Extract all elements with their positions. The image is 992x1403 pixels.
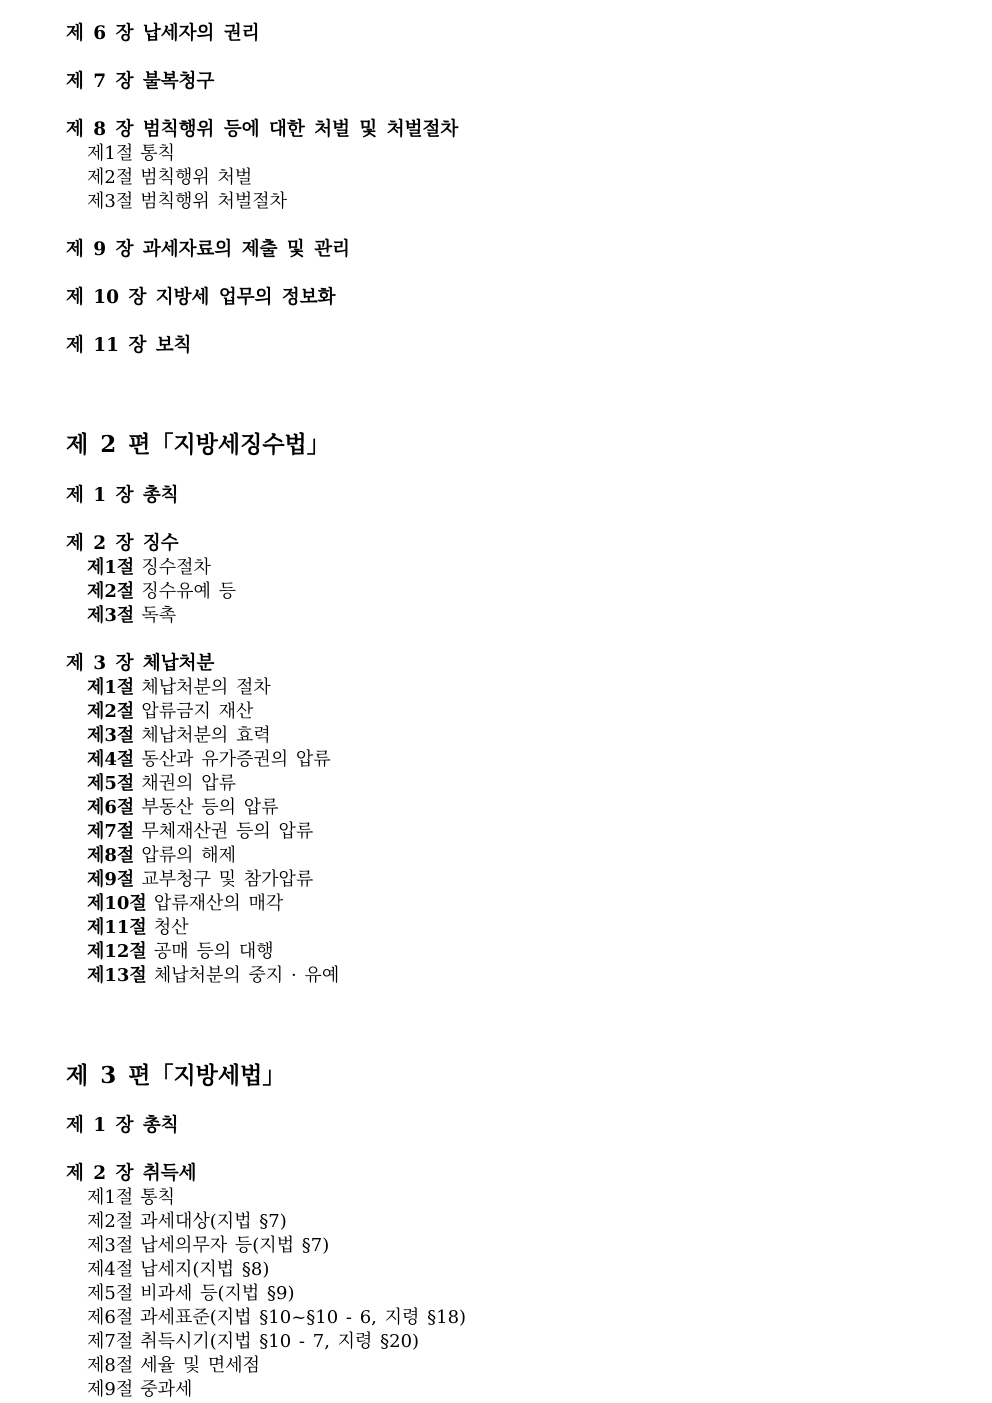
- section-line: [87, 844, 236, 868]
- chapter-heading: 제 6 장 납세자의 권리: [66, 23, 260, 44]
- section-number: 제7절: [87, 821, 135, 842]
- section-number: 제3절: [87, 191, 134, 212]
- section-line: [87, 820, 313, 844]
- section-title: 징수유예 등: [141, 581, 236, 602]
- chapter-heading: 제 2 장 징수: [66, 533, 179, 554]
- section-line: [87, 1354, 260, 1378]
- chapter-heading: 제 10 장 지방세 업무의 정보화: [66, 287, 336, 308]
- section-number: 제3절: [87, 1235, 134, 1256]
- section-number: 제13절: [87, 965, 147, 986]
- section-line: [87, 892, 283, 916]
- section-title: 체납처분의 절차: [141, 677, 271, 698]
- section-title: 부동산 등의 압류: [141, 797, 279, 818]
- chapter-heading: 제 1 장 총칙: [66, 485, 179, 506]
- section-number: 제2절: [87, 1211, 134, 1232]
- section-number: 제3절: [87, 605, 135, 626]
- section-number: 제4절: [87, 1259, 134, 1280]
- section-title: 채권의 압류: [141, 773, 236, 794]
- chapter-heading: 제 11 장 보칙: [66, 335, 192, 356]
- section-number: 제4절: [87, 749, 135, 770]
- section-line: [87, 556, 211, 580]
- section-title: 중과세: [140, 1379, 193, 1400]
- section-line: [87, 796, 278, 820]
- section-title: 압류재산의 매각: [153, 893, 284, 914]
- section-title: 통칙: [140, 143, 176, 164]
- section-title: 체납처분의 효력: [141, 725, 271, 746]
- section-number: 제6절: [87, 1307, 134, 1328]
- section-number: 제9절: [87, 869, 135, 890]
- section-line: [87, 916, 189, 940]
- chapter-heading: 제 9 장 과세자료의 제출 및 관리: [66, 239, 350, 260]
- section-line: [87, 868, 313, 892]
- chapter-heading: 제 7 장 불복청구: [66, 71, 215, 92]
- section-title: 체납처분의 중지 · 유예: [153, 965, 340, 986]
- section-title: 납세지(지법 §8): [140, 1259, 270, 1280]
- section-number: 제11절: [87, 917, 147, 938]
- section-line: [87, 580, 236, 604]
- section-number: 제2절: [87, 167, 134, 188]
- section-title: 압류금지 재산: [141, 701, 254, 722]
- section-number: 제3절: [87, 725, 135, 746]
- section-title: 취득시기(지법 §10 - 7, 지령 §20): [140, 1331, 420, 1352]
- section-number: 제8절: [87, 845, 135, 866]
- section-title: 과세표준(지법 §10~§10 - 6, 지령 §18): [140, 1307, 467, 1328]
- section-number: 제1절: [87, 557, 135, 578]
- section-line: [87, 166, 252, 190]
- section-number: 제8절: [87, 1355, 134, 1376]
- chapter-heading: 제 1 장 총칙: [66, 1115, 179, 1136]
- section-line: [87, 964, 339, 988]
- section-number: 제10절: [87, 893, 147, 914]
- section-number: 제1절: [87, 143, 134, 164]
- section-number: 제6절: [87, 797, 135, 818]
- chapter-heading: 제 2 장 취득세: [66, 1163, 197, 1184]
- section-number: 제2절: [87, 701, 135, 722]
- section-line: [87, 1210, 287, 1234]
- section-line: [87, 604, 176, 628]
- section-title: 범칙행위 처벌: [140, 167, 253, 188]
- section-number: 제2절: [87, 581, 135, 602]
- section-line: [87, 1186, 175, 1210]
- section-line: [87, 940, 274, 964]
- section-title: 징수절차: [141, 557, 211, 578]
- section-number: 제5절: [87, 773, 135, 794]
- section-line: [87, 676, 271, 700]
- section-title: 통칙: [140, 1187, 176, 1208]
- section-title: 교부청구 및 참가압류: [141, 869, 314, 890]
- section-title: 과세대상(지법 §7): [140, 1211, 287, 1232]
- section-number: 제1절: [87, 1187, 134, 1208]
- part-heading: 제 3 편「지방세법」: [66, 1062, 286, 1089]
- section-title: 비과세 등(지법 §9): [140, 1283, 295, 1304]
- section-title: 독촉: [141, 605, 177, 626]
- section-title: 세율 및 면세점: [140, 1355, 261, 1376]
- section-title: 무체재산권 등의 압류: [141, 821, 314, 842]
- section-number: 제1절: [87, 677, 135, 698]
- section-line: [87, 748, 331, 772]
- section-title: 청산: [153, 917, 189, 938]
- part-heading: 제 2 편「지방세징수법」: [66, 431, 330, 458]
- section-title: 동산과 유가증권의 압류: [141, 749, 331, 770]
- chapter-heading: 제 8 장 범칙행위 등에 대한 처벌 및 처벌절차: [66, 119, 459, 140]
- section-line: [87, 772, 236, 796]
- section-number: 제7절: [87, 1331, 134, 1352]
- section-line: [87, 190, 287, 214]
- section-line: [87, 700, 253, 724]
- section-line: [87, 142, 175, 166]
- section-line: [87, 1330, 419, 1354]
- section-line: [87, 724, 271, 748]
- section-number: 제9절: [87, 1379, 134, 1400]
- section-number: 제12절: [87, 941, 147, 962]
- section-title: 범칙행위 처벌절차: [140, 191, 288, 212]
- section-title: 공매 등의 대행: [153, 941, 274, 962]
- section-line: [87, 1306, 466, 1330]
- section-line: [87, 1258, 269, 1282]
- chapter-heading: 제 3 장 체납처분: [66, 653, 215, 674]
- section-title: 압류의 해제: [141, 845, 236, 866]
- section-line: [87, 1378, 192, 1402]
- section-title: 납세의무자 등(지법 §7): [140, 1235, 330, 1256]
- section-number: 제5절: [87, 1283, 134, 1304]
- section-line: [87, 1234, 329, 1258]
- section-line: [87, 1282, 295, 1306]
